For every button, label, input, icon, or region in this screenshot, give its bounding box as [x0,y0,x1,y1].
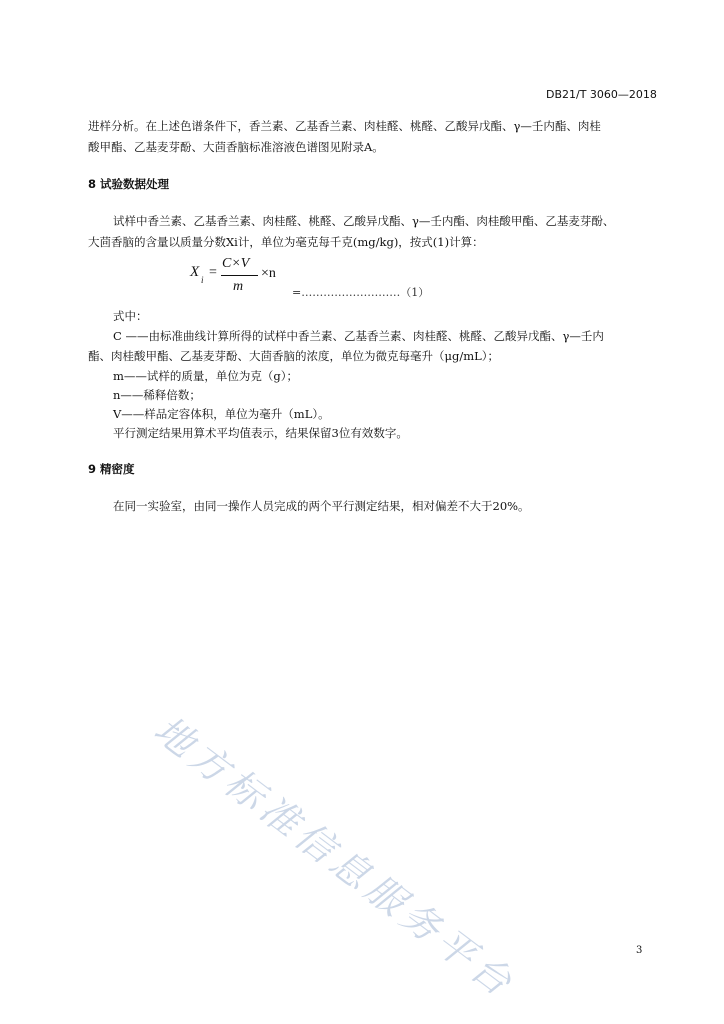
intro-line-1: 进样分析。在上述色谱条件下，香兰素、乙基香兰素、肉桂醛、桃醛、乙酸异戊酯、γ—壬内酯、肉桂 [88,119,601,133]
intro-line-2: 酸甲酯、乙基麦芽酚、大茴香脑标准溶液色谱图见附录A。 [88,140,384,154]
section-9-para: 在同一实验室，由同一操作人员完成的两个平行测定结果，相对偏差不大于20%。 [113,499,530,513]
formula-lhs: X [190,264,200,280]
document-code: DB21/T 3060—2018 [546,88,657,101]
definition-m: m——试样的质量，单位为克（g）； [113,369,299,383]
formula-times-n: ×n [261,266,276,281]
section-8-para-line-2: 大茴香脑的含量以质量分数Xi计，单位为毫克每千克(mg/kg)，按式(1)计算： [88,235,484,249]
formula-number: =………………………（1） [292,286,430,299]
formula-lhs-subscript: i [201,275,204,285]
formula-fraction-bar [221,275,258,276]
section-8-para-line-1: 试样中香兰素、乙基香兰素、肉桂醛、桃醛、乙酸异戊酯、γ—壬内酯、肉桂酸甲酯、乙基麦芽酚、 [113,214,615,228]
definition-v: V——样品定容体积，单位为毫升（mL）。 [113,407,330,421]
watermark: 地方标准信息服务平台 [146,707,524,1008]
where-label: 式中： [113,309,148,323]
section-9-heading: 9 精密度 [88,462,135,476]
result-note: 平行测定结果用算术平均值表示，结果保留3位有效数字。 [113,426,408,440]
formula-numerator: C×V [222,256,250,271]
page-number: 3 [636,945,643,956]
definition-c-line-2: 酯、肉桂酸甲酯、乙基麦芽酚、大茴香脑的浓度，单位为微克每毫升（μg/mL）； [88,349,499,363]
formula-denominator: m [233,279,244,294]
definition-c-line-1: C ——由标准曲线计算所得的试样中香兰素、乙基香兰素、肉桂醛、桃醛、乙酸异戊酯、γ—壬内 [113,329,604,343]
section-8-heading: 8 试验数据处理 [88,177,170,191]
definition-n: n——稀释倍数； [113,388,201,402]
formula-equals: = [209,265,217,280]
